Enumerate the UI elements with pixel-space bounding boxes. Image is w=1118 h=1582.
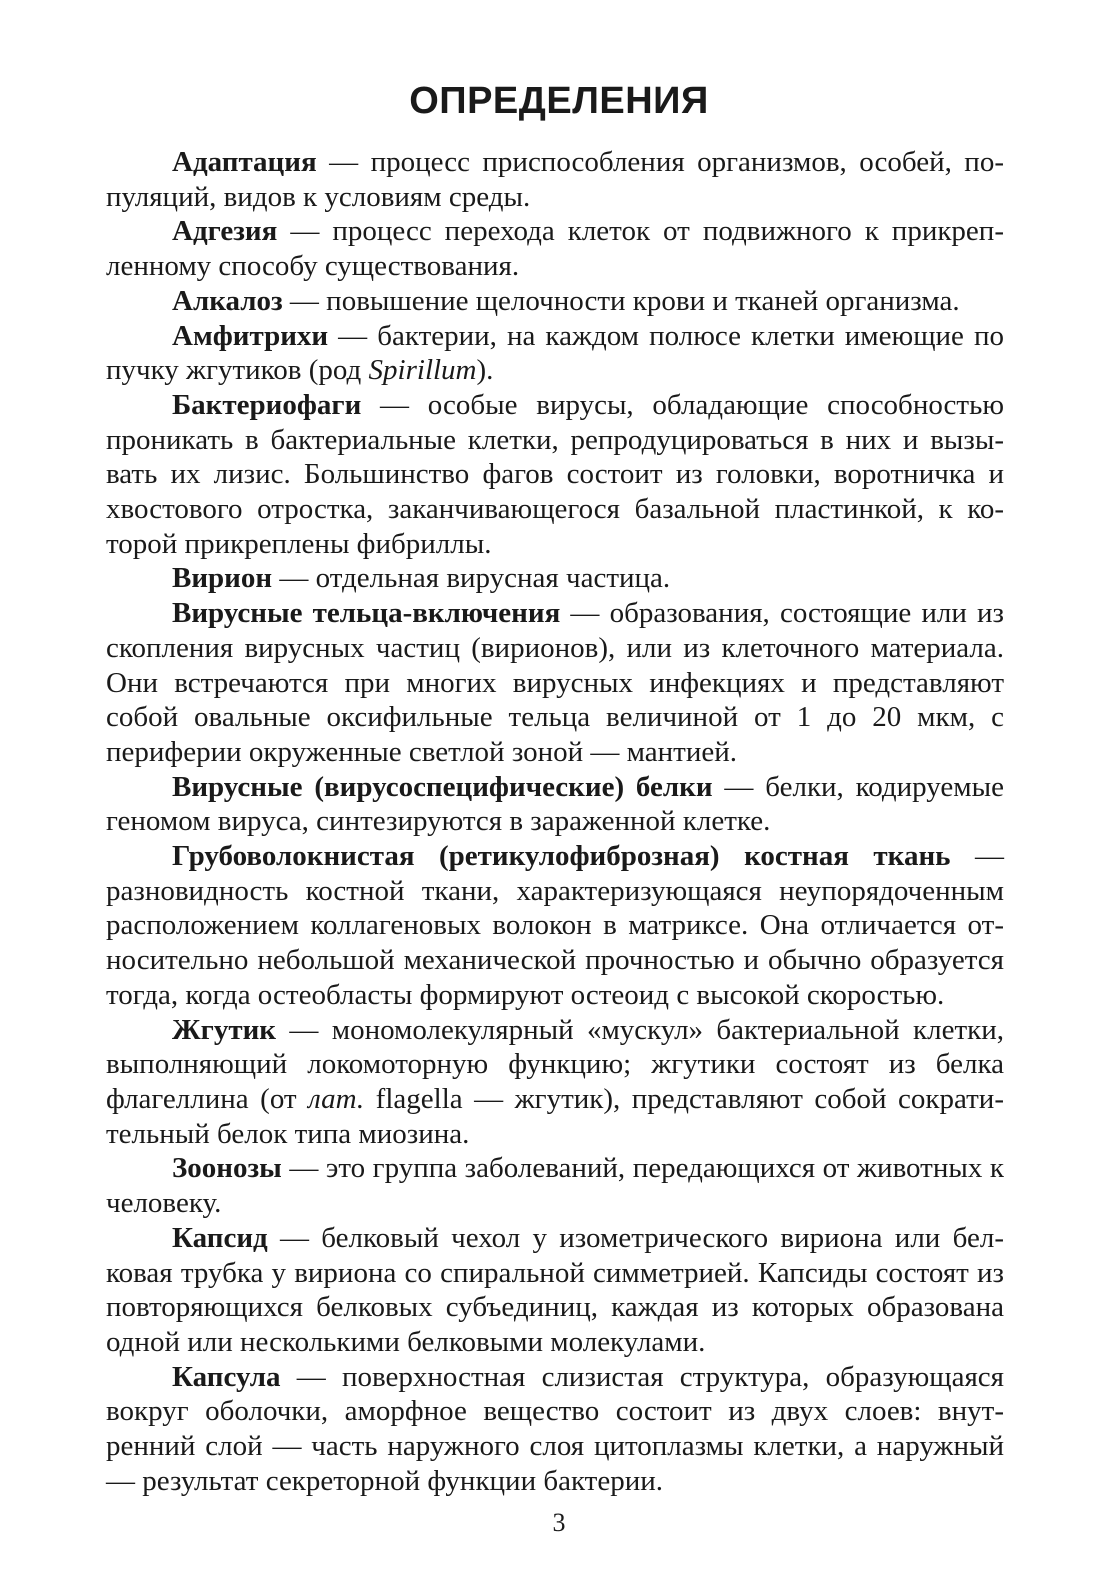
definition-term: Капсула [172,1360,281,1393]
definition-text: — белки, кодируемые геномом вируса, синтезируются в зараженной клетке. [106,770,1004,838]
definition-term: Адгезия [172,215,278,248]
definition-entry [106,319,1004,388]
definition-text: — отдельная вирусная частица. [272,562,671,595]
definition-term: Грубоволокнистая (ретикулофиброзная) костная ткань [172,840,951,873]
page-number: 3 [552,1508,566,1537]
definition-term: Капсид [172,1221,268,1254]
definition-term: Амфитрихи [172,319,329,352]
definition-text: — поверхностная слизистая структура, образующаяся вокруг оболочки, аморфное вещество состоит из двух слоев: внутренний слой — часть наружного слоя цитоплазмы клетки, а наружный — результат секреторной функции бактерии. [106,1360,1004,1497]
definition-term: Бактериофаги [172,388,362,421]
definition-term: Алкалоз [172,284,283,317]
definition-text: ). [476,354,494,387]
definition-entry [106,214,1004,283]
definition-text: — процесс перехода клеток от подвижного к прикрепленному способу существования. [106,215,1004,283]
definition-entry [106,1013,1004,1152]
definition-entry [106,770,1004,839]
definition-text: — белковый чехол у изометрического вириона или белковая трубка у вириона со спиральной симметрией. Капсиды состоят из повторяющихся белковых субъединиц, каждая из которых образована одной или несколькими белковыми молекулами. [106,1221,1004,1358]
definition-entry [106,561,1004,596]
definition-text-italic: Spirillum [368,354,477,387]
definitions-list [106,145,1004,1498]
definition-entry [106,145,1004,214]
definition-term: Вирусные тельца-включения [172,597,561,630]
definition-entry [106,1360,1004,1499]
definition-text: — разновидность костной ткани, характеризующаяся неупорядоченным расположением коллагеновых волокон в матриксе. Она отличается относительно небольшой механической прочностью и обычно образуется тогда, когда остеобласты формируют остеоид с высокой скоростью. [106,840,1004,1011]
definition-text: — образования, состоящие или из скопления вирусных частиц (вирионов), или из клеточного материала. Они встречаются при многих вирусных инфекциях и представляют собой овальные оксифильные тельца величиной от 1 до 20 мкм, с периферии окруженные светлой зоной — мантией. [106,597,1004,768]
definition-term: Вирусные (вирусоспецифические) белки [172,770,713,803]
definition-text: — процесс приспособления организмов, особей, популяций, видов к условиям среды. [106,146,1004,213]
definition-entry [106,596,1004,770]
definition-entry [106,1151,1004,1220]
definition-term: Зоонозы [172,1152,282,1185]
definition-entry [106,388,1004,562]
definition-term: Жгутик [172,1013,277,1046]
definition-entry [106,284,1004,319]
definition-text: — это группа заболеваний, передающихся от животных к человеку. [106,1152,1004,1220]
definition-text: — повышение щелочности крови и тканей организма. [282,284,960,317]
definition-term: Адаптация [172,146,317,178]
definition-text-italic: лат. [308,1082,365,1115]
definition-text: — особые вирусы, обладающие способностью проникать в бактериальные клетки, репродуцироваться в них и вызывать их лизис. Большинство фагов состоит из головки, воротничка и хвостового отростка, заканчивающегося базальной пластинкой, к которой прикреплены фибриллы. [106,388,1004,560]
definition-entry [106,1221,1004,1360]
page-title: ОПРЕДЕЛЕНИЯ [409,80,709,122]
definition-text: — бактерии, на каждом полюсе клетки имеющие по пучку жгутиков (род [106,319,1004,387]
definition-term: Вирион [172,562,273,595]
definition-entry [106,839,1004,1013]
definition-text: flagella — жгутик), представляют собой сократительный белок типа миозина. [106,1082,1004,1150]
definition-text: — мономолекулярный «мускул» бактериальной клетки, выполняющий локомоторную функцию; жгутики состоят из белка флагеллина (от [106,1013,1004,1115]
